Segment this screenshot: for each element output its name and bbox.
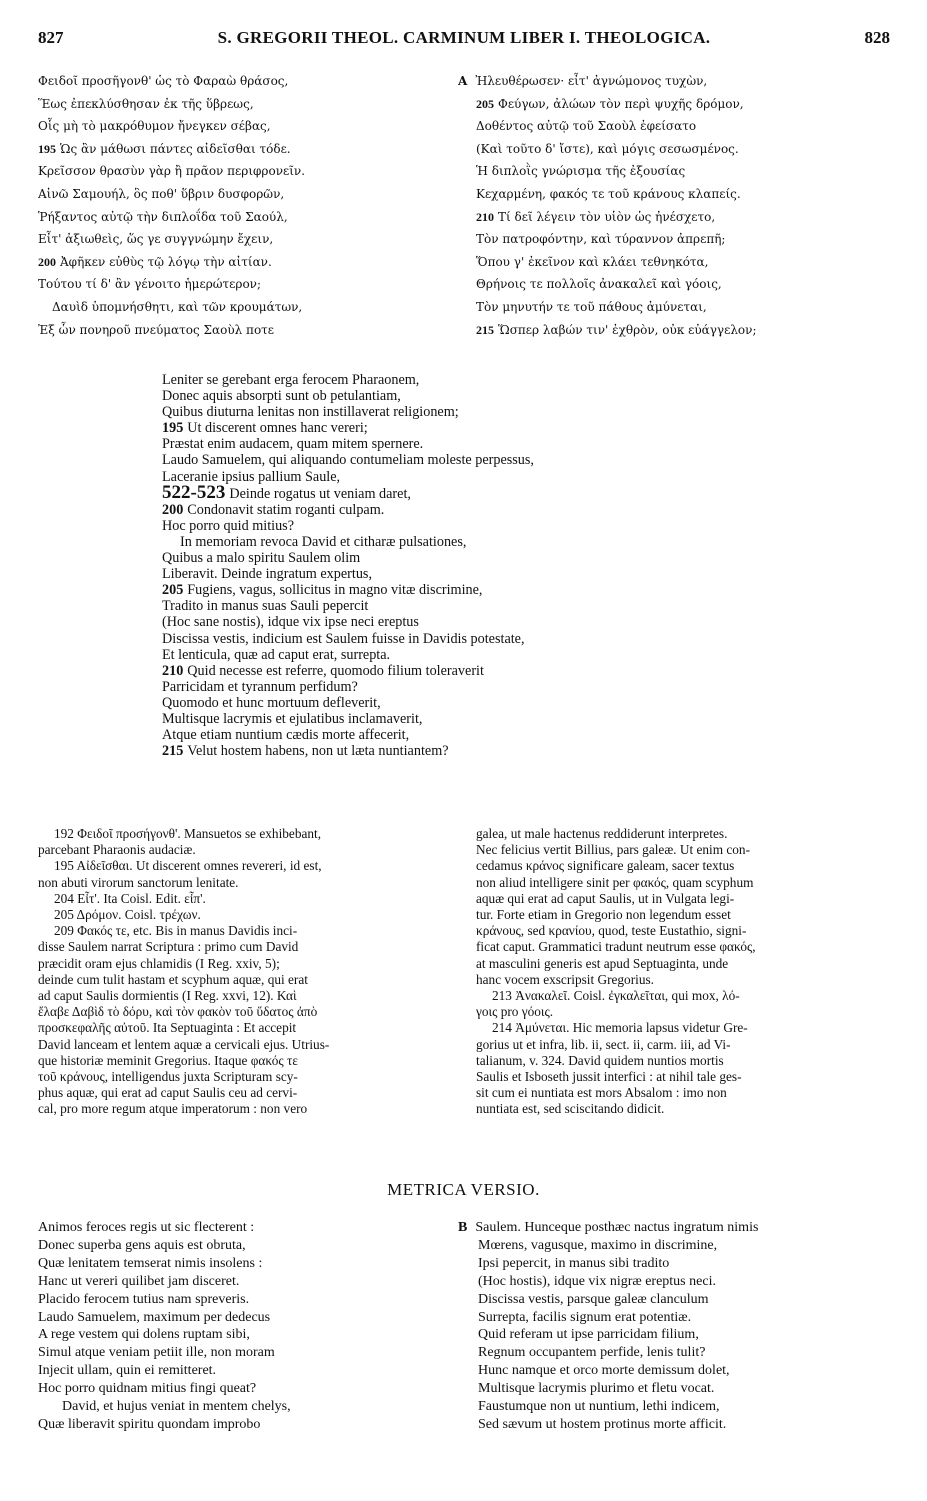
latin-verse-line bbox=[162, 452, 722, 468]
footnote-line bbox=[38, 858, 448, 874]
footnote-line bbox=[476, 826, 894, 842]
line-text: Quid referam ut ipse parricidam filium, bbox=[478, 1327, 699, 1343]
metrical-verse-line bbox=[38, 1380, 448, 1398]
verse-number: 210 bbox=[162, 662, 184, 679]
footnote-line bbox=[38, 988, 448, 1004]
line-text: Quid necesse est referre, quomodo filium toleraverit bbox=[187, 662, 484, 679]
line-text: (Hoc hostis), idque vix nigræ ereptus neci. bbox=[478, 1273, 716, 1289]
latin-verse-line bbox=[162, 372, 722, 388]
footnote-line bbox=[38, 1101, 448, 1117]
footnote-line bbox=[476, 1053, 894, 1069]
footnote-line bbox=[38, 1069, 448, 1085]
footnote-line bbox=[476, 956, 894, 972]
footnotes-left-column bbox=[38, 826, 448, 1118]
latin-verse-line bbox=[162, 679, 722, 695]
line-text: Parricidam et tyrannum perfidum? bbox=[162, 678, 358, 695]
line-text: Ἐξ ὧν πονηροῦ πνεύματος Σαοὺλ ποτε bbox=[38, 322, 275, 337]
latin-verse-line bbox=[162, 614, 722, 630]
footnote-line bbox=[476, 875, 894, 891]
latin-verse-line bbox=[162, 388, 722, 404]
greek-verse-line bbox=[458, 319, 898, 342]
verse-number: 210 bbox=[476, 209, 494, 224]
metrical-verse-line bbox=[458, 1362, 898, 1380]
latin-verse-line bbox=[162, 727, 722, 743]
latin-verse-line bbox=[162, 502, 722, 518]
latin-translation bbox=[162, 372, 722, 759]
line-text: κράνους, sed κρανίου, quod, teste Eustathio, signi- bbox=[476, 923, 747, 939]
column-marker: A bbox=[458, 74, 468, 88]
line-text: ad caput Saulis dormientis (I Reg. xxvi, 12). Καὶ bbox=[38, 988, 297, 1004]
line-text: Liberavit. Deinde ingratum expertus, bbox=[162, 566, 372, 583]
metrical-verse-line bbox=[458, 1416, 898, 1434]
greek-verse-line bbox=[458, 183, 898, 206]
line-text: Faustumque non ut nuntium, lethi indicem, bbox=[478, 1399, 720, 1415]
line-text: 204 Εἶτ'. Ita Coisl. Edit. εἶπ'. bbox=[54, 890, 206, 906]
line-text: David lanceam et lentem aquæ a cervicali ejus. Utrius- bbox=[38, 1036, 330, 1052]
line-text: (Hoc sane nostis), idque vix ipse neci ereptus bbox=[162, 614, 419, 631]
page-header bbox=[38, 28, 890, 54]
greek-verse-line bbox=[38, 70, 448, 93]
greek-verse-line bbox=[458, 228, 898, 251]
footnote-line bbox=[38, 1004, 448, 1020]
line-text: Quæ liberavit spiritu quondam improbo bbox=[38, 1416, 261, 1432]
latin-verse-line bbox=[162, 404, 722, 420]
metrical-verse-line bbox=[38, 1309, 448, 1327]
line-text: Deinde rogatus ut veniam daret, bbox=[229, 485, 411, 502]
line-text: Ὅπου γ' ἐκεῖνον καὶ κλάει τεθνηκότα, bbox=[476, 254, 709, 269]
line-text: 209 Φακός τε, etc. Bis in manus Davidis inci- bbox=[54, 923, 298, 939]
greek-verse-line bbox=[38, 251, 448, 274]
greek-verse-line bbox=[38, 319, 448, 342]
line-text: Regnum occupantem perfide, lenis tulit? bbox=[478, 1345, 706, 1361]
line-text: galea, ut male hactenus reddiderunt interpretes. bbox=[476, 826, 728, 841]
latin-verse-line bbox=[162, 550, 722, 566]
footnote-line bbox=[476, 842, 894, 858]
greek-verse-line bbox=[458, 115, 898, 138]
latin-verse-line bbox=[162, 743, 722, 759]
line-text: Quibus a malo spiritu Saulem olim bbox=[162, 550, 361, 567]
line-text: sit cum ei nuntiata est mors Absalom : imo non bbox=[476, 1085, 727, 1101]
line-text: parcebant Pharaonis audaciæ. bbox=[38, 842, 196, 858]
line-text: Et lenticula, quæ ad caput erat, surrepta. bbox=[162, 646, 391, 663]
line-text: Εἶτ' ἀξιωθεὶς, ὥς γε συγγνώμην ἔχειν, bbox=[38, 232, 274, 247]
greek-verse-line bbox=[458, 251, 898, 274]
line-text: Ἀφῆκεν εὐθὺς τῷ λόγῳ τὴν αἰτίαν. bbox=[60, 254, 272, 269]
footnote-line bbox=[476, 1085, 894, 1101]
line-text: præcidit oram ejus chlamidis (I Reg. xxiv, 5); bbox=[38, 955, 280, 971]
metrical-verse-line bbox=[38, 1237, 448, 1255]
greek-verse-line bbox=[458, 138, 898, 161]
latin-verse-line bbox=[162, 420, 722, 436]
greek-verse-line bbox=[458, 160, 898, 183]
metrical-verse-line bbox=[38, 1362, 448, 1380]
footnote-line bbox=[476, 907, 894, 923]
line-text: Τί δεῖ λέγειν τὸν υἱὸν ὡς ἠνέσχετο, bbox=[498, 209, 716, 224]
line-text: Multisque lacrymis plurimo et fletu vocat. bbox=[478, 1381, 715, 1397]
column-marker: B bbox=[458, 1220, 468, 1235]
line-text: 214 Ἀμύνεται. Hic memoria lapsus videtur Gre- bbox=[492, 1020, 748, 1036]
line-text: Δοθέντος αὐτῷ τοῦ Σαοὺλ ἐφείσατο bbox=[476, 119, 697, 134]
metrical-verse-line bbox=[458, 1344, 898, 1362]
latin-verse-line bbox=[162, 598, 722, 614]
verse-number: 215 bbox=[162, 743, 184, 760]
line-text: Nec felicius vertit Billius, pars galeæ. Ut enim con- bbox=[476, 842, 750, 858]
footnote-line bbox=[476, 923, 894, 939]
line-text: Ὥσπερ λαβών τιν' ἐχθρὸν, οὐκ εὐάγγελον; bbox=[498, 322, 757, 337]
metrical-verse-line bbox=[458, 1219, 898, 1237]
line-text: 213 Ἀνακαλεῖ. Coisl. ἐγκαλεῖται, qui mox, λό- bbox=[492, 988, 740, 1004]
greek-verse-line bbox=[38, 183, 448, 206]
latin-verse-line bbox=[162, 436, 722, 452]
footnote-line bbox=[38, 875, 448, 891]
metrical-verse-line bbox=[458, 1398, 898, 1416]
line-text: Injecit ullam, quin ei remitteret. bbox=[38, 1363, 217, 1379]
line-text: ἔλαβε Δαβὶδ τὸ δόρυ, καὶ τὸν φακὸν τοῦ ὕδατος ἀπὸ bbox=[38, 1004, 318, 1020]
greek-verse-line bbox=[38, 160, 448, 183]
latin-verse-line bbox=[162, 663, 722, 679]
footnote-line bbox=[476, 1101, 894, 1117]
line-text: que historiæ meminit Gregorius. Itaque φακός τε bbox=[38, 1052, 298, 1068]
footnote-line bbox=[476, 939, 894, 955]
line-text: Ἡ διπλοῒς γνώρισμα τῆς ἐξουσίας bbox=[476, 164, 686, 179]
line-text: Præstat enim audacem, quam mitem spernere. bbox=[162, 436, 424, 453]
greek-text-right-column bbox=[458, 70, 898, 341]
metrical-verse-left-column bbox=[38, 1219, 448, 1434]
line-text: Discissa vestis, parsque galeæ clanculum bbox=[478, 1291, 709, 1307]
latin-verse-line bbox=[162, 481, 722, 503]
line-text: at masculini generis est apud Septuaginta, unde bbox=[476, 955, 729, 971]
line-text: aquæ qui erat ad caput Saulis, ut in Vulgata legi- bbox=[476, 890, 735, 906]
latin-verse-line bbox=[162, 534, 722, 550]
footnote-line bbox=[38, 956, 448, 972]
line-text: cal, pro more regum atque imperatorum : non vero bbox=[38, 1101, 308, 1117]
line-text: γοις pro γόοις. bbox=[476, 1004, 554, 1020]
metrical-verse-line bbox=[38, 1219, 448, 1237]
line-text: Τὸν μηνυτήν τε τοῦ πάθους ἀμύνεται, bbox=[476, 299, 707, 314]
line-text: tur. Forte etiam in Gregorio non legendum esset bbox=[476, 907, 731, 923]
line-text: nuntiata est, sed sciscitando didicit. bbox=[476, 1101, 665, 1117]
metrical-verse-line bbox=[458, 1309, 898, 1327]
line-text: deinde cum tulit hastam et scyphum aquæ, qui erat bbox=[38, 971, 308, 987]
metrical-verse-line bbox=[458, 1291, 898, 1309]
metrical-verse-line bbox=[38, 1326, 448, 1344]
greek-verse-line bbox=[458, 206, 898, 229]
line-text: Φεύγων, ἀλώων τὸν περὶ ψυχῆς δρόμον, bbox=[498, 96, 744, 111]
latin-verse-line bbox=[162, 711, 722, 727]
footnote-line bbox=[38, 891, 448, 907]
metrical-verse-line bbox=[458, 1273, 898, 1291]
line-text: Donec superba gens aquis est obruta, bbox=[38, 1237, 246, 1253]
line-text: Fugiens, vagus, sollicitus in magno vitæ discrimine, bbox=[187, 582, 483, 599]
greek-text-left-column bbox=[38, 70, 448, 341]
line-text: Ὡς ἂν μάθωσι πάντες αἰδεῖσθαι τόδε. bbox=[60, 141, 291, 156]
column-reference-number: 522-523 bbox=[162, 481, 226, 503]
running-title: S. GREGORII THEOL. CARMINUM LIBER I. THEOLOGICA. bbox=[217, 28, 711, 47]
greek-verse-line bbox=[38, 206, 448, 229]
line-text: talianum, v. 324. David quidem nuntios mortis bbox=[476, 1052, 724, 1068]
line-text: Leniter se gerebant erga ferocem Pharaonem, bbox=[162, 372, 420, 388]
line-text: gorius ut et infra, lib. ii, sect. ii, carm. iii, ad Vi- bbox=[476, 1036, 731, 1052]
latin-verse-line bbox=[162, 631, 722, 647]
line-text: Discissa vestis, indicium est Saulem fuisse in Davidis potestate, bbox=[162, 630, 525, 647]
footnote-line bbox=[38, 1037, 448, 1053]
line-text: Atque etiam nuntium cædis morte affecerit, bbox=[162, 727, 410, 744]
line-text: Φειδοῖ προσῆγονθ' ὡς τὸ Φαραὼ θράσος, bbox=[38, 74, 289, 88]
greek-verse-line bbox=[38, 296, 448, 319]
line-text: Κρεῖσσον θρασὺν γὰρ ἢ πρᾶον περιφρονεῖν. bbox=[38, 164, 306, 179]
greek-verse-line bbox=[38, 273, 448, 296]
greek-verse-line bbox=[38, 138, 448, 161]
line-text: Saulem. Hunceque posthæc nactus ingratum nimis bbox=[475, 1220, 759, 1235]
line-text: Quibus diuturna lenitas non instillaverat religionem; bbox=[162, 404, 459, 421]
verse-number: 215 bbox=[476, 322, 494, 337]
verse-number: 205 bbox=[476, 96, 494, 111]
line-text: Animos feroces regis ut sic flecterent : bbox=[38, 1220, 255, 1235]
footnotes-right-column bbox=[476, 826, 894, 1118]
metrical-verse-line bbox=[38, 1273, 448, 1291]
line-text: Surrepta, facilis signum erat potentiæ. bbox=[478, 1309, 692, 1325]
line-text: Hanc ut vereri quilibet jam disceret. bbox=[38, 1273, 240, 1289]
line-text: Τὸν πατροφόντην, καὶ τύραννον ἀπρεπῆ; bbox=[476, 232, 726, 247]
line-text: non abuti virorum sanctorum lenitate. bbox=[38, 874, 239, 890]
latin-verse-line bbox=[162, 582, 722, 598]
line-text: Sed sævum ut hostem protinus morte afficit. bbox=[478, 1416, 727, 1432]
line-text: cedamus κράνος significare galeam, sacer textus bbox=[476, 858, 735, 874]
latin-verse-line bbox=[162, 647, 722, 663]
line-text: Saulis et Isboseth jussit interfici : at nihil tale ges- bbox=[476, 1069, 742, 1085]
metrical-verse-line bbox=[458, 1380, 898, 1398]
line-text: phus aquæ, qui erat ad caput Saulis ceu ad cervi- bbox=[38, 1085, 298, 1101]
greek-verse-line bbox=[38, 228, 448, 251]
footnote-line bbox=[38, 1020, 448, 1036]
line-text: Δαυὶδ ὑπομνήσθητι, καὶ τῶν κρουμάτων, bbox=[52, 299, 303, 314]
latin-verse-line bbox=[162, 469, 722, 485]
footnote-line bbox=[476, 891, 894, 907]
footnote-line bbox=[476, 858, 894, 874]
footnote-line bbox=[38, 923, 448, 939]
metrical-verse-line bbox=[38, 1291, 448, 1309]
verse-number: 205 bbox=[162, 582, 184, 599]
line-text: hanc vocem exscripsit Gregorius. bbox=[476, 971, 654, 987]
footnote-line bbox=[476, 1020, 894, 1036]
verse-number: 195 bbox=[162, 420, 184, 437]
line-text: Ipsi pepercit, in manus sibi tradito bbox=[478, 1255, 670, 1271]
line-text: Velut hostem habens, non ut læta nuntiantem? bbox=[187, 743, 449, 760]
footnote-line bbox=[476, 972, 894, 988]
line-text: non aliud intelligere sinit per φακός, quam scyphum bbox=[476, 874, 754, 890]
greek-verse-line bbox=[458, 70, 898, 93]
line-text: Κεχαρμένη, φακός τε τοῦ κράνους κλαπείς. bbox=[476, 186, 741, 201]
footnote-line bbox=[38, 907, 448, 923]
line-text: (Καὶ τοῦτο δ' ἴστε), καὶ μόγις σεσωσμένος. bbox=[476, 141, 739, 156]
latin-verse-line bbox=[162, 518, 722, 534]
line-text: ficat caput. Grammatici tradunt neutrum esse φακός, bbox=[476, 939, 756, 955]
line-text: Condonavit statim roganti culpam. bbox=[187, 501, 385, 518]
footnote-line bbox=[38, 842, 448, 858]
line-text: 195 Αἰδεῖσθαι. Ut discerent omnes revereri, id est, bbox=[54, 858, 322, 874]
line-text: Laudo Samuelem, qui aliquando contumeliam moleste perpessus, bbox=[162, 452, 534, 469]
line-text: Hoc porro quidnam mitius fingi queat? bbox=[38, 1381, 257, 1397]
line-text: Donec aquis absorpti sunt ob petulantiam, bbox=[162, 388, 401, 405]
line-text: Αἰνῶ Σαμουήλ, ὃς ποθ' ὕβριν δυσφορῶν, bbox=[38, 186, 285, 201]
metrica-versio-heading: METRICA VERSIO. bbox=[387, 1180, 540, 1199]
line-text: Ἠλευθέρωσεν· εἶτ' ἀγνώμονος τυχὼν, bbox=[475, 74, 708, 88]
metrical-verse-line bbox=[38, 1255, 448, 1273]
line-text: Tradito in manus suas Sauli pepercit bbox=[162, 598, 369, 615]
footnote-line bbox=[38, 972, 448, 988]
footnote-line bbox=[38, 1085, 448, 1101]
line-text: Mœrens, vagusque, maximo in discrimine, bbox=[478, 1237, 718, 1253]
line-text: Τούτου τί δ' ἂν γένοιτο ἡμερώτερον; bbox=[38, 277, 262, 292]
metrical-verse-line bbox=[458, 1255, 898, 1273]
line-text: Quæ lenitatem temserat nimis insolens : bbox=[38, 1255, 263, 1271]
greek-verse-line bbox=[458, 296, 898, 319]
line-text: disse Saulem narrat Scriptura : primo cum David bbox=[38, 939, 299, 955]
metrical-verse-line bbox=[38, 1398, 448, 1416]
verse-number: 200 bbox=[38, 254, 56, 269]
greek-verse-line bbox=[38, 115, 448, 138]
footnote-line bbox=[38, 939, 448, 955]
line-text: προσκεφαλῆς αὐτοῦ. Ita Septuaginta : Et accepit bbox=[38, 1020, 297, 1036]
footnote-line bbox=[38, 1053, 448, 1069]
metrical-verse-line bbox=[38, 1344, 448, 1362]
line-text: Ῥήξαντος αὐτῷ τὴν διπλοΐδα τοῦ Σαούλ, bbox=[38, 209, 288, 224]
greek-verse-line bbox=[458, 93, 898, 116]
footnote-line bbox=[476, 1004, 894, 1020]
latin-verse-line bbox=[162, 695, 722, 711]
footnote-line bbox=[476, 1069, 894, 1085]
line-text: Simul atque veniam petiit ille, non moram bbox=[38, 1345, 275, 1361]
line-text: David, et hujus veniat in mentem chelys, bbox=[62, 1399, 291, 1415]
line-text: Θρήνοις τε πολλοῖς ἀνακαλεῖ καὶ γόοις, bbox=[476, 277, 722, 292]
line-text: 192 Φειδοῖ προσήγονθ'. Mansuetos se exhibebant, bbox=[54, 826, 322, 841]
metrical-verse-line bbox=[38, 1416, 448, 1434]
verse-number: 195 bbox=[38, 141, 56, 156]
line-text: Οἷς μὴ τὸ μακρόθυμον ἤνεγκεν σέβας, bbox=[38, 119, 271, 134]
footnote-line bbox=[476, 1037, 894, 1053]
page-number-left: 827 bbox=[38, 28, 64, 47]
line-text: Ἕως ἐπεκλύσθησαν ἐκ τῆς ὕβρεως, bbox=[38, 96, 254, 111]
metrical-verse-line bbox=[458, 1326, 898, 1344]
greek-verse-line bbox=[38, 93, 448, 116]
metrical-verse-line bbox=[458, 1237, 898, 1255]
footnote-line bbox=[476, 988, 894, 1004]
line-text: Hunc namque et orco morte demissum dolet, bbox=[478, 1363, 730, 1379]
metrical-verse-right-column bbox=[458, 1219, 898, 1434]
line-text: Placido ferocem tutius nam spreveris. bbox=[38, 1291, 250, 1307]
greek-verse-line bbox=[458, 273, 898, 296]
line-text: Multisque lacrymis et ejulatibus inclamaverit, bbox=[162, 710, 423, 727]
line-text: Quomodo et hunc mortuum defleverit, bbox=[162, 694, 381, 711]
latin-verse-line bbox=[162, 566, 722, 582]
line-text: Hoc porro quid mitius? bbox=[162, 517, 295, 534]
line-text: Laceranie ipsius pallium Saule, bbox=[162, 468, 341, 485]
line-text: A rege vestem qui dolens ruptam sibi, bbox=[38, 1327, 250, 1343]
line-text: 205 Δρόμον. Coisl. τρέχων. bbox=[54, 907, 201, 923]
page-number-right: 828 bbox=[864, 28, 890, 47]
footnote-line bbox=[38, 826, 448, 842]
line-text: Laudo Samuelem, maximum per dedecus bbox=[38, 1309, 271, 1325]
line-text: Ut discerent omnes hanc vereri; bbox=[187, 420, 368, 437]
line-text: In memoriam revoca David et citharæ pulsationes, bbox=[180, 533, 467, 550]
verse-number: 200 bbox=[162, 501, 184, 518]
line-text: τοῦ κράνους, intelligendus juxta Scripturam scy- bbox=[38, 1069, 298, 1085]
